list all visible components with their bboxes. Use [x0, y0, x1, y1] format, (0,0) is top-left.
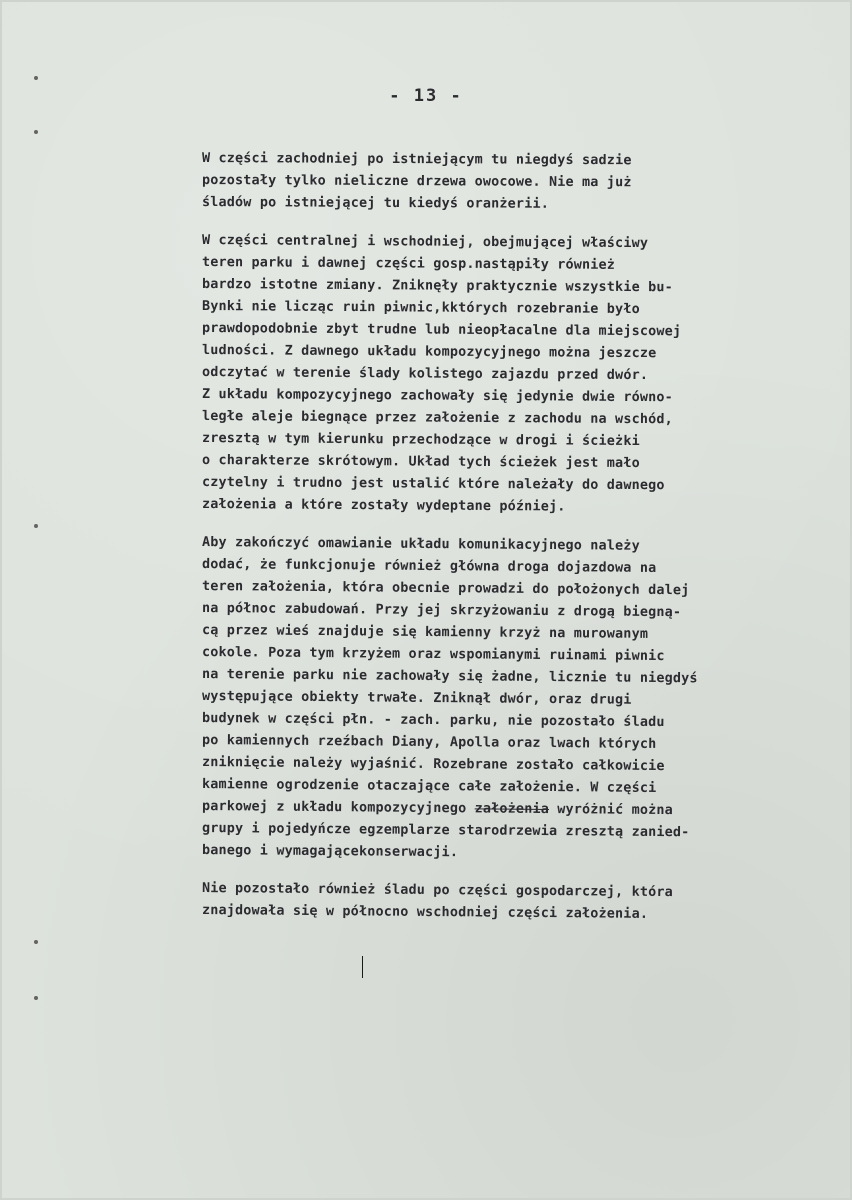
punch-hole-mark	[34, 524, 38, 528]
text-line: prawdopodobnie zbyt trudne lub nieopłacalne dla miejscowej	[201, 321, 682, 340]
text-line: cokole. Poza tym krzyżem oraz wspomianymi ruinami piwnic	[201, 645, 665, 665]
text-line: ludności. Z dawnego układu kompozycyjnego można jeszcze	[201, 343, 657, 362]
typed-text-body	[202, 148, 818, 938]
text-line: zresztą w tym kierunku przechodzące w drogi i ścieżki	[201, 431, 640, 450]
punch-hole-mark	[34, 996, 38, 1000]
text-line: Nie pozostało również śladu po części gospodarczej, która	[201, 881, 673, 901]
struck-word: założenia	[474, 801, 550, 818]
paragraph-farm	[202, 878, 818, 922]
text-line: teren założenia, która obecnie prowadzi do położonych dalej	[201, 579, 690, 599]
text-line: ległe aleje biegnące przez założenie z zachodu na wschód,	[201, 409, 673, 428]
text-line: dodać, że funkcjonuje również główna droga dojazdowa na	[201, 557, 657, 576]
text-line: bardzo istotne zmiany. Zniknęły praktycznie wszystkie bu-	[201, 277, 673, 296]
paragraph-west	[202, 148, 818, 214]
page-number: - 13 -	[389, 86, 463, 106]
text-line: śladów po istniejącej tu kiedyś oranżerii.	[201, 195, 550, 212]
pen-correction-mark	[362, 956, 363, 978]
text-line: cą przez wieś znajduje się kamienny krzyż na murowanym	[201, 623, 649, 642]
text-line: występujące obiekty trwałe. Zniknął dwór, oraz drugi	[201, 689, 632, 708]
paragraph-communication	[202, 532, 818, 862]
text-line: budynek w części płn. - zach. parku, nie pozostało śladu	[201, 711, 665, 731]
text-segment: wyróżnić można	[548, 802, 674, 819]
text-line: pozostały tylko nieliczne drzewa owocowe. Nie ma już	[201, 173, 632, 191]
text-line: kamienne ogrodzenie otaczające całe założenie. W części	[201, 777, 657, 796]
text-line: po kamiennych rzeźbach Diany, Apolla oraz lwach których	[201, 733, 657, 752]
text-line: Bynki nie licząc ruin piwnic,kktórych rozebranie było	[201, 299, 640, 318]
text-line: grupy i pojedyńcze egzemplarze starodrzewia zresztą zanied-	[201, 821, 690, 841]
text-line: zniknięcie należy wyjaśnić. Rozebrane zostało całkowicie	[201, 755, 665, 775]
text-line: banego i wymagającekonserwacji.	[201, 843, 459, 861]
text-line: W części zachodniej po istniejącym tu niegdyś sadzie	[201, 151, 632, 169]
punch-hole-mark	[34, 130, 38, 134]
punch-hole-mark	[34, 940, 38, 944]
text-line: na północ zabudowań. Przy jej skrzyżowaniu z drogą biegną-	[201, 601, 682, 621]
text-line: na terenie parku nie zachowały się żadne, licznie tu niegdyś	[201, 667, 698, 687]
text-line: W części centralnej i wschodniej, obejmującej właściwy	[201, 233, 649, 252]
text-segment: parkowej z układu kompozycyjnego	[201, 799, 475, 817]
text-line: znajdowała się w północno wschodniej części założenia.	[201, 903, 649, 922]
text-line: o charakterze skrótowym. Układ tych ścieżek jest mało	[201, 453, 640, 472]
paragraph-central-east	[202, 230, 818, 516]
punch-hole-mark	[34, 76, 38, 80]
text-line: Z układu kompozycyjnego zachowały się jedynie dwie równo-	[201, 387, 673, 406]
text-line: założenia a które zostały wydeptane później.	[201, 497, 566, 515]
text-line: czytelny i trudno jest ustalić które należały do dawnego	[201, 475, 665, 494]
text-line: teren parku i dawnej części gosp.nastąpiły również	[201, 255, 616, 273]
text-line: Aby zakończyć omawianie układu komunikacyjnego należy	[201, 535, 640, 554]
text-line: odczytać w terenie ślady kolistego zajazdu przed dwór.	[201, 365, 649, 384]
